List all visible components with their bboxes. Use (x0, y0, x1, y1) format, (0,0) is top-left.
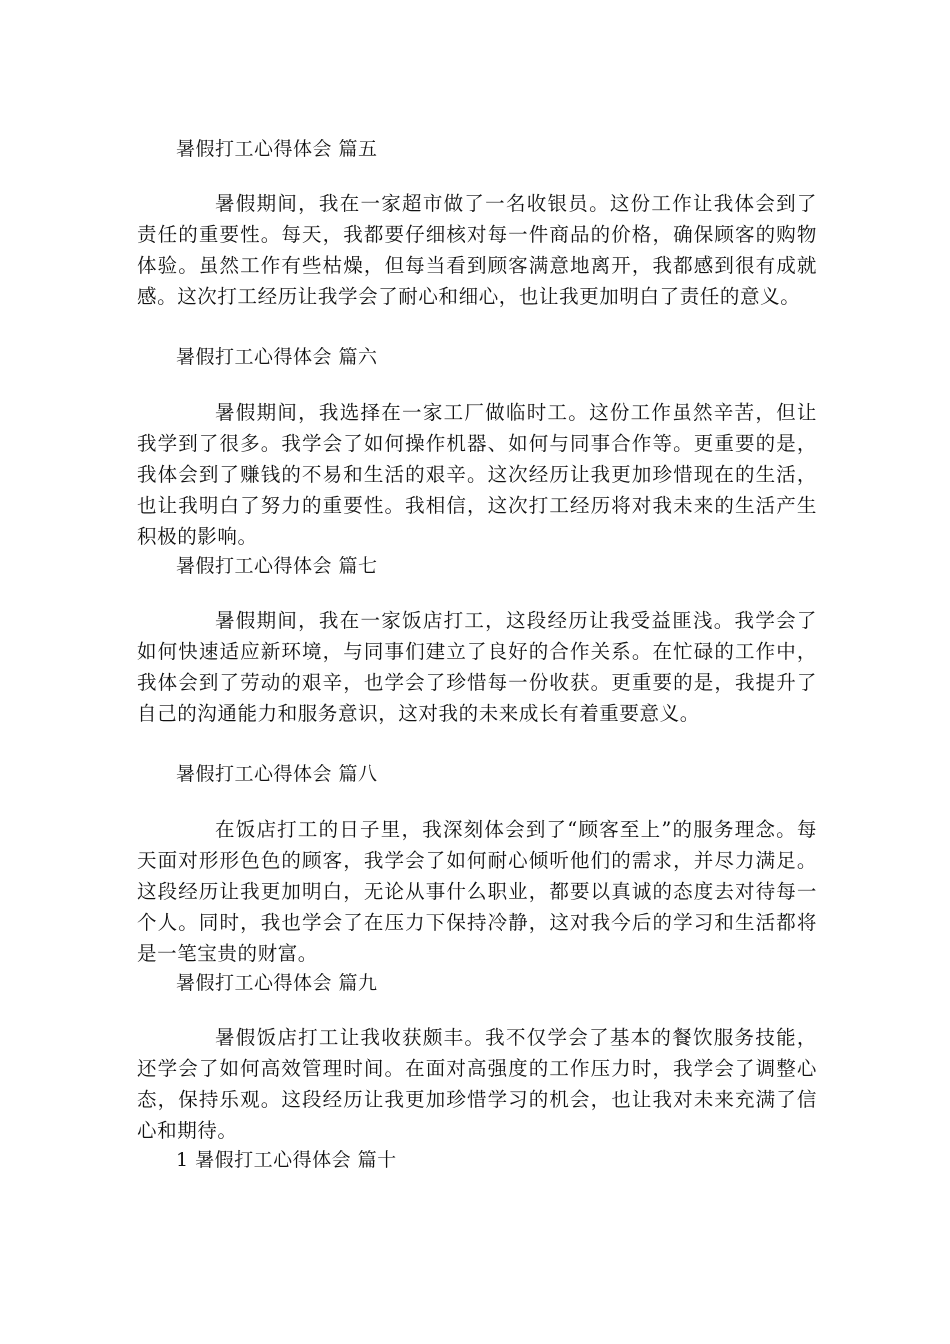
section-paragraph-9: 暑假饭店打工让我收获颇丰。我不仅学会了基本的餐饮服务技能，还学会了如何高效管理时间。在面对高强度的工作压力时，我学会了调整心态，保持乐观。这段经历让我更加珍惜学习的机会，也让我对未来充满了信心和期待。 (137, 1026, 817, 1142)
section-heading-9: 暑假打工心得体会 篇九 (176, 972, 378, 994)
section-paragraph-5: 暑假期间，我在一家超市做了一名收银员。这份工作让我体会到了责任的重要性。每天，我都要仔细核对每一件商品的价格，确保顾客的购物体验。虽然工作有些枯燥，但每当看到顾客满意地离开，我都感到很有成就感。这次打工经历让我学会了耐心和细心，也让我更加明白了责任的意义。 (137, 192, 817, 308)
section-paragraph-6: 暑假期间，我选择在一家工厂做临时工。这份工作虽然辛苦，但让我学到了很多。我学会了如何操作机器、如何与同事合作等。更重要的是，我体会到了赚钱的不易和生活的艰辛。这次经历让我更加珍惜现在的生活，也让我明白了努力的重要性。我相信，这次打工经历将对我未来的生活产生积极的影响。 (137, 401, 817, 548)
section-paragraph-8: 在饭店打工的日子里，我深刻体会到了“顾客至上”的服务理念。每天面对形形色色的顾客，我学会了如何耐心倾听他们的需求，并尽力满足。这段经历让我更加明白，无论从事什么职业，都要以真诚的态度去对待每一个人。同时，我也学会了在压力下保持冷静，这对我今后的学习和生活都将是一笔宝贵的财富。 (137, 818, 817, 965)
section-heading-5: 暑假打工心得体会 篇五 (176, 138, 378, 160)
section-heading-7: 暑假打工心得体会 篇七 (176, 555, 378, 577)
section-heading-10: 1 暑假打工心得体会 篇十 (176, 1149, 397, 1171)
section-heading-6: 暑假打工心得体会 篇六 (176, 346, 378, 368)
section-paragraph-7: 暑假期间，我在一家饭店打工，这段经历让我受益匪浅。我学会了如何快速适应新环境，与同事们建立了良好的合作关系。在忙碌的工作中，我体会到了劳动的艰辛，也学会了珍惜每一份收获。更重要的是，我提升了自己的沟通能力和服务意识，这对我的未来成长有着重要意义。 (137, 609, 817, 725)
section-heading-8: 暑假打工心得体会 篇八 (176, 763, 378, 785)
